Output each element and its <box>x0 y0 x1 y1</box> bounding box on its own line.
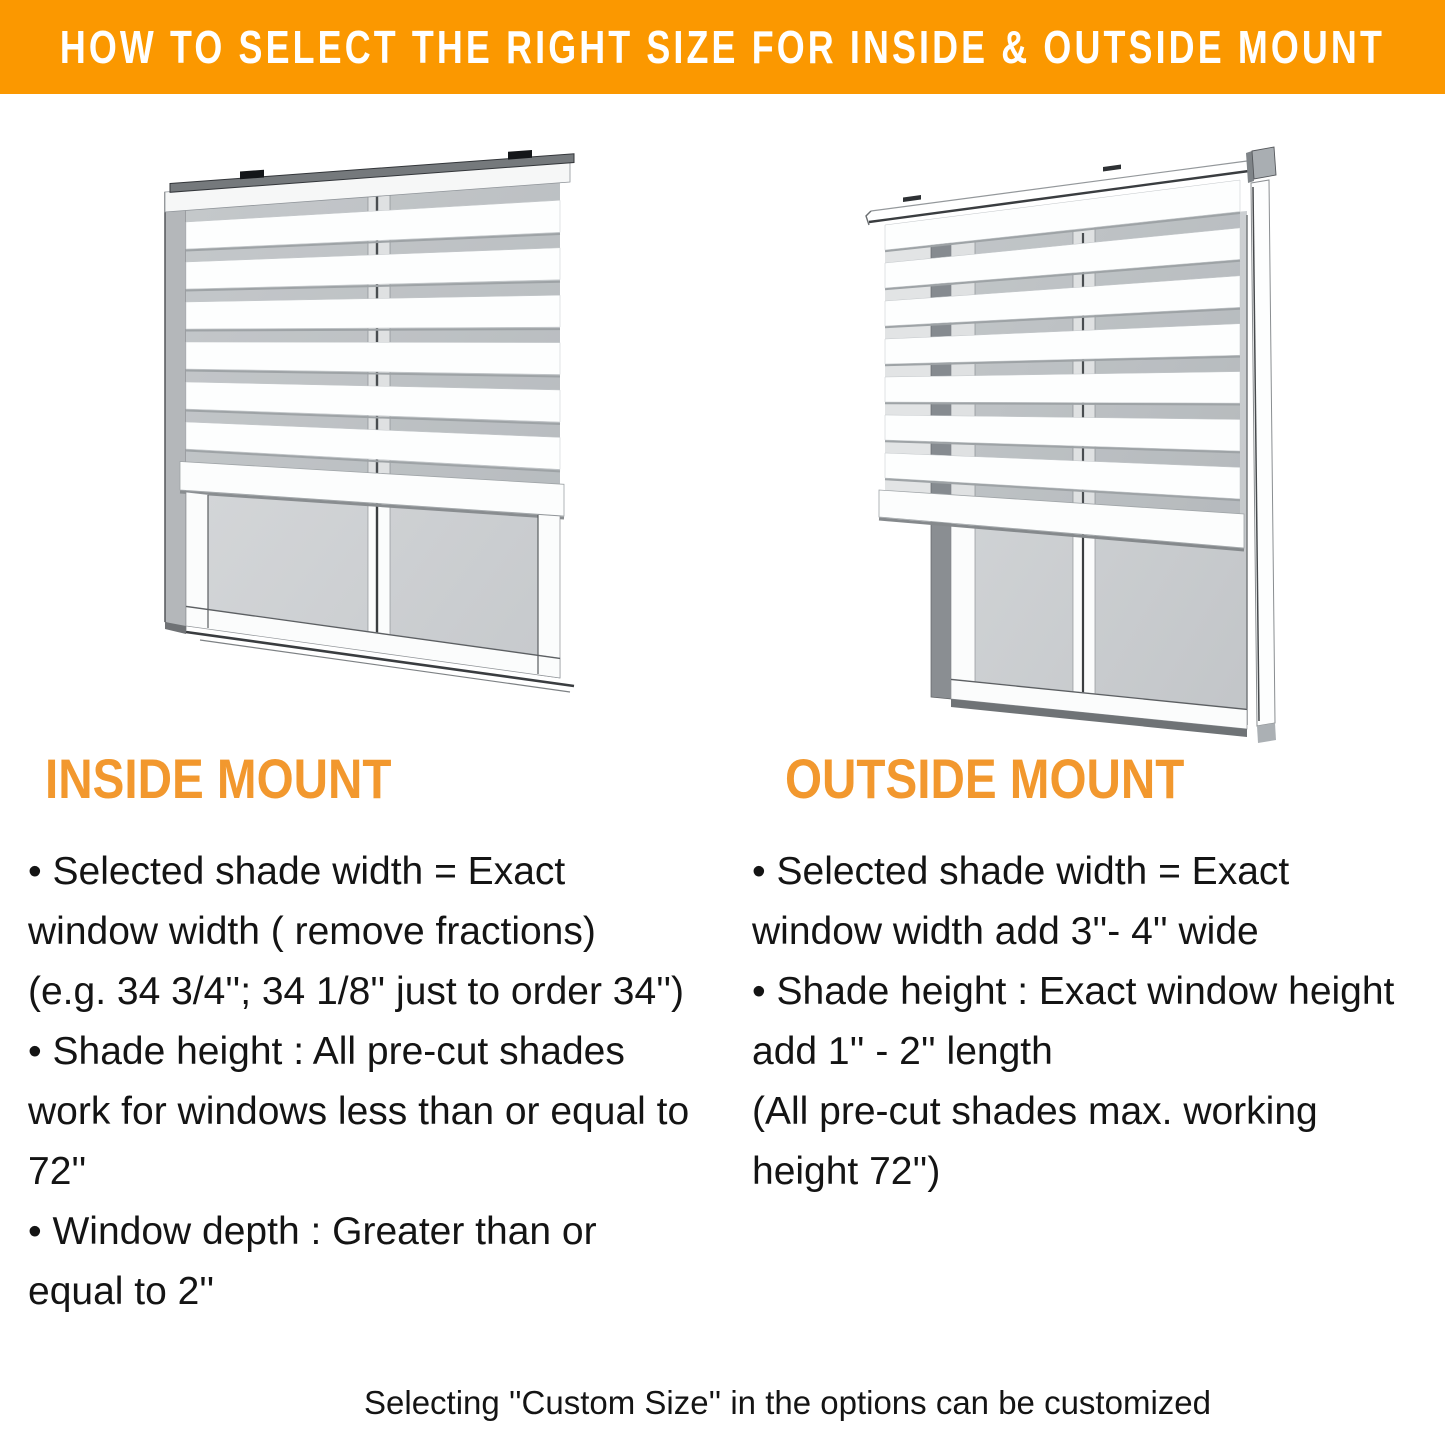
text-line: work for windows less than or equal to <box>28 1090 690 1133</box>
text-line: (All pre-cut shades max. working <box>752 1090 1318 1133</box>
page-title: HOW TO SELECT THE RIGHT SIZE FOR INSIDE & OUTSIDE MOUNT <box>59 21 1386 73</box>
text-line: • Window depth : Greater than or <box>28 1210 597 1253</box>
text-line: • Selected shade width = Exact <box>28 850 566 893</box>
inside-mount-notes <box>28 842 689 1322</box>
title-banner <box>0 0 1445 94</box>
text-line: (e.g. 34 3/4''; 34 1/8'' just to order 34'') <box>28 970 685 1013</box>
right-jamb <box>1251 180 1276 743</box>
text-line: • Selected shade width = Exact <box>752 850 1290 893</box>
text-line: window width add 3''- 4'' wide <box>752 910 1259 953</box>
outside-mount-illustration <box>855 125 1295 745</box>
outside-mount-notes <box>752 842 1394 1202</box>
text-line: equal to 2'' <box>28 1270 215 1313</box>
footer-note: Selecting ''Custom Size'' in the options can be customized <box>364 1384 1211 1421</box>
text-line: • Shade height : Exact window height <box>752 970 1395 1013</box>
zebra-shade <box>186 182 560 485</box>
text-line: add 1'' - 2'' length <box>752 1030 1053 1073</box>
end-bracket <box>1252 147 1276 179</box>
text-line: 72'' <box>28 1150 87 1193</box>
zebra-shade <box>885 180 1240 514</box>
inside-mount-illustration <box>140 140 590 720</box>
outside-mount-heading: OUTSIDE MOUNT <box>785 747 1185 810</box>
text-line: window width ( remove fractions) <box>28 910 596 953</box>
inside-mount-heading: INSIDE MOUNT <box>45 747 392 810</box>
text-line: • Shade height : All pre-cut shades <box>28 1030 625 1073</box>
text-line: height 72'') <box>752 1150 941 1193</box>
